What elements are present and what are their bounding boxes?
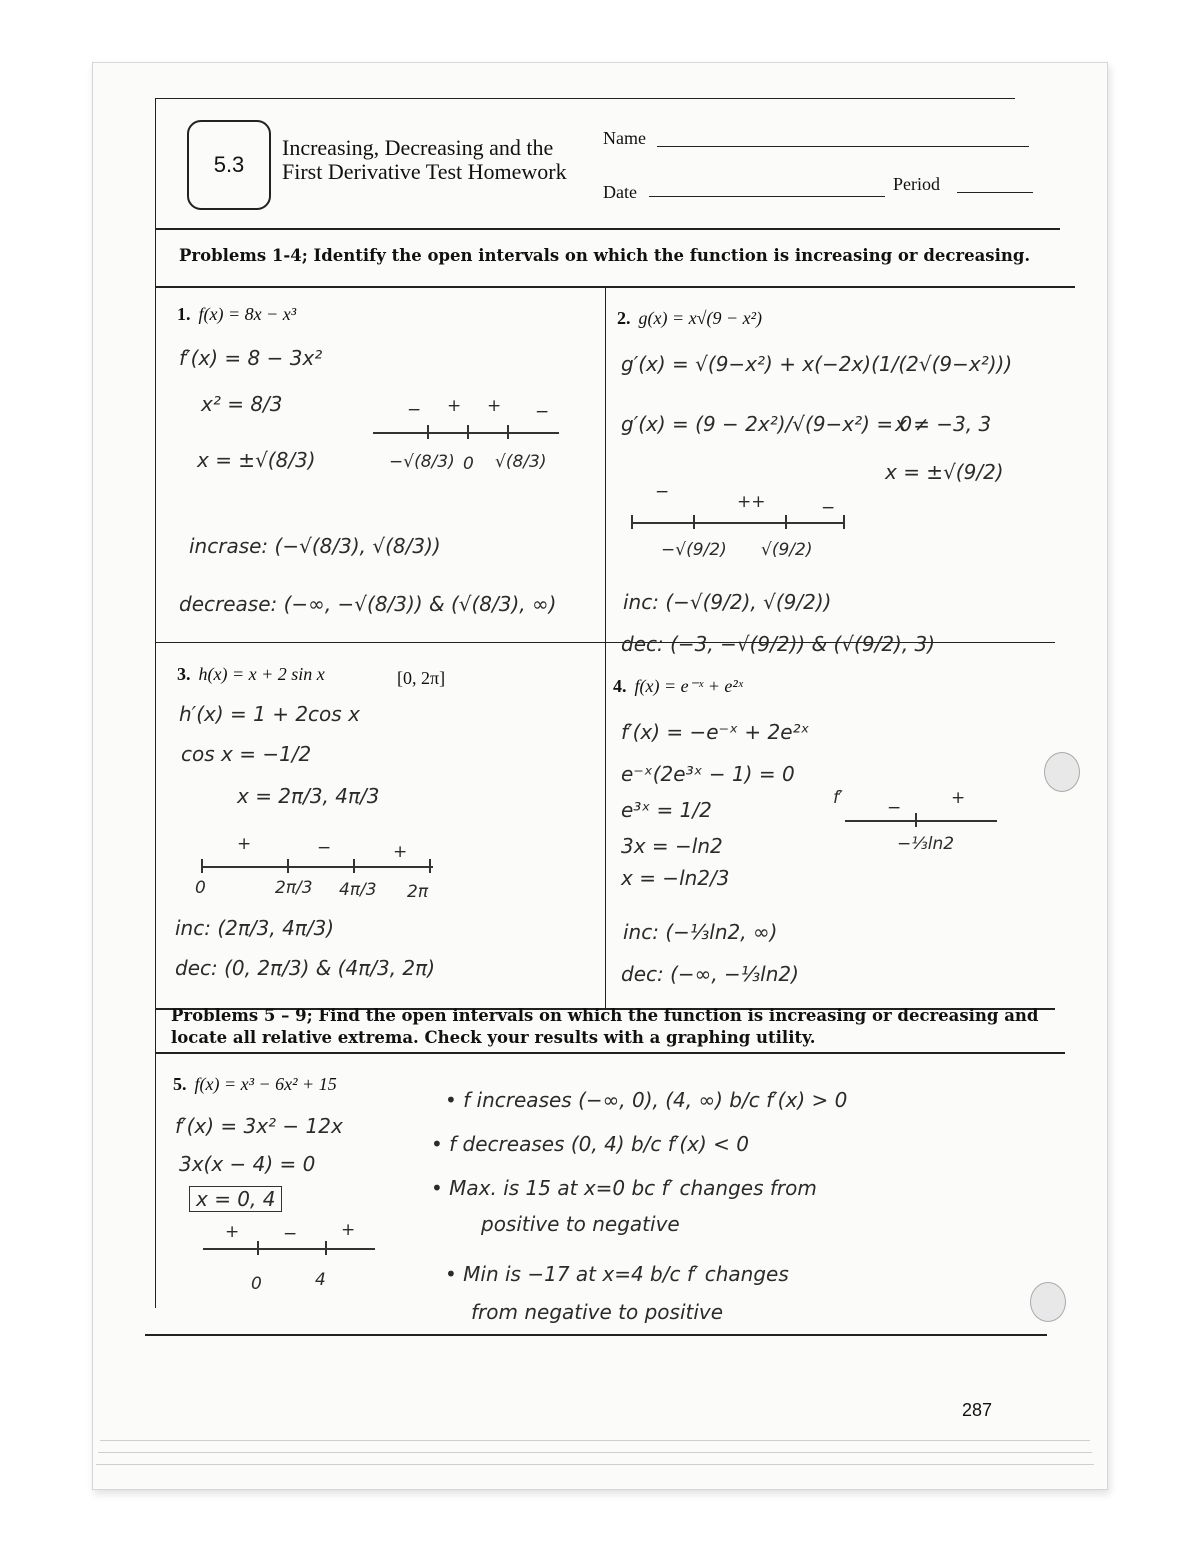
p2-sign-2: ++ (737, 492, 766, 512)
p2-work-critical: x = ±√(9/2) (885, 460, 1004, 484)
p1-mark-3: √(8/3) (495, 452, 547, 472)
problem-1-statement: 1. f(x) = 8x − x³ (177, 304, 297, 324)
p3-sign-1: + (237, 834, 252, 854)
p4-tick (915, 813, 917, 827)
instructions-problems-1-4: Problems 1-4; Identify the open intervals on which the function is increasing or decreasing. (179, 246, 1031, 265)
p2-tick (785, 515, 787, 529)
p2-tick (693, 515, 695, 529)
p5-work-critical: x = 0, 4 (189, 1186, 282, 1212)
p1-tick (507, 425, 509, 439)
p4-work-factor: e⁻ˣ(2e³ˣ − 1) = 0 (621, 762, 795, 786)
p3-sign-2: − (317, 838, 332, 858)
p3-mark-2: 2π/3 (275, 878, 313, 898)
date-label: Date (603, 182, 637, 202)
p4-work-exp: e³ˣ = 1/2 (621, 798, 712, 822)
page-edge (96, 1464, 1094, 1465)
worksheet-title (282, 136, 567, 184)
p1-sign-4: − (535, 402, 550, 422)
p5-note-max-cont: positive to negative (481, 1212, 680, 1236)
p1-number-line (373, 432, 559, 434)
problem-3-statement: 3. h(x) = x + 2 sin x (177, 664, 325, 684)
p3-tick (353, 859, 355, 873)
page-number: 287 (962, 1400, 993, 1420)
p5-tick (257, 1241, 259, 1255)
p5-mark-2: 4 (315, 1270, 326, 1290)
title-line-1: Increasing, Decreasing and the (282, 135, 554, 160)
p5-number-line (203, 1248, 375, 1250)
p5-note-min-cont: from negative to positive (471, 1300, 724, 1324)
p5-sign-1: + (225, 1222, 240, 1242)
p5-sign-3: + (341, 1220, 356, 1240)
p1-sign-2: + (447, 396, 462, 416)
p1-sign-3: + (487, 396, 502, 416)
p2-work-simplified: g′(x) = (9 − 2x²)/√(9−x²) = 0 (621, 412, 913, 436)
instructions-problems-5-9-line2: locate all relative extrema. Check your results with a graphing utility. (171, 1028, 816, 1047)
p2-sign-1: − (655, 482, 670, 502)
page-edge (98, 1452, 1092, 1453)
p5-note-decrease: • f decreases (0, 4) b/c f′(x) < 0 (431, 1132, 749, 1156)
section-divider-3 (155, 1052, 1065, 1054)
p5-sign-2: − (283, 1224, 298, 1244)
p1-sign-1: − (407, 400, 422, 420)
worksheet (145, 98, 1053, 1338)
p5-mark-1: 0 (251, 1274, 262, 1294)
p2-number-line (631, 522, 843, 524)
p1-work-x-squared: x² = 8/3 (201, 392, 283, 416)
p3-increase: inc: (2π/3, 4π/3) (175, 916, 335, 940)
p4-number-line (845, 820, 997, 822)
page-edge (100, 1440, 1090, 1441)
p3-tick (287, 859, 289, 873)
p2-tick (843, 515, 845, 529)
p3-number-line (201, 866, 433, 868)
grid-divider-vertical (605, 286, 606, 1010)
problem-3-interval: [0, 2π] (397, 668, 446, 688)
p4-increase: inc: (−⅓ln2, ∞) (623, 920, 778, 944)
p4-sign-2: + (951, 788, 966, 808)
date-field[interactable] (649, 196, 885, 197)
p1-mark-1: −√(8/3) (389, 452, 455, 472)
section-badge: 5.3 (187, 120, 271, 210)
p3-work-cos: cos x = −1/2 (181, 742, 312, 766)
p5-work-derivative: f′(x) = 3x² − 12x (175, 1114, 343, 1138)
problem-2-statement: 2. g(x) = x√(9 − x²) (617, 308, 763, 328)
name-field[interactable] (657, 146, 1029, 147)
p2-mark-2: √(9/2) (761, 540, 813, 560)
sheet-border-left (155, 98, 156, 1308)
p2-sign-3: − (821, 498, 836, 518)
p1-decrease: decrease: (−∞, −√(8/3)) & (√(8/3), ∞) (179, 592, 557, 616)
p2-mark-1: −√(9/2) (661, 540, 727, 560)
p5-tick (325, 1241, 327, 1255)
p3-mark-3: 4π/3 (339, 880, 377, 900)
p4-work-critical: x = −ln2/3 (621, 866, 730, 890)
p3-sign-3: + (393, 842, 408, 862)
p5-note-max: • Max. is 15 at x=0 bc f′ changes from (431, 1176, 817, 1200)
problem-4-statement: 4. f(x) = e⁻ˣ + e²ˣ (613, 676, 743, 696)
p4-mark-1: −⅓ln2 (897, 834, 955, 854)
title-line-2: First Derivative Test Homework (282, 159, 567, 184)
p4-work-derivative: f′(x) = −e⁻ˣ + 2e²ˣ (621, 720, 810, 744)
p3-tick (429, 859, 431, 873)
section-divider (155, 286, 1075, 288)
p1-increase: incrase: (−√(8/3), √(8/3)) (189, 534, 441, 558)
p3-work-derivative: h′(x) = 1 + 2cos x (179, 702, 360, 726)
p4-work-log: 3x = −ln2 (621, 834, 723, 858)
p4-decrease: dec: (−∞, −⅓ln2) (621, 962, 799, 986)
p3-tick (201, 859, 203, 873)
p3-decrease: dec: (0, 2π/3) & (4π/3, 2π) (175, 956, 435, 980)
header-border-top (155, 98, 1015, 99)
p4-sign-1: − (887, 798, 902, 818)
p5-work-factor: 3x(x − 4) = 0 (179, 1152, 316, 1176)
p2-tick (631, 515, 633, 529)
p1-tick (467, 425, 469, 439)
p1-mark-2: 0 (463, 454, 474, 474)
p5-note-min: • Min is −17 at x=4 b/c f′ changes (445, 1262, 789, 1286)
p3-mark-1: 0 (195, 878, 206, 898)
p2-decrease: dec: (−3, −√(9/2)) & (√(9/2), 3) (621, 632, 936, 656)
sheet-border-bottom (145, 1334, 1047, 1336)
p3-mark-4: 2π (407, 882, 429, 902)
p3-work-critical: x = 2π/3, 4π/3 (237, 784, 380, 808)
p2-work-derivative: g′(x) = √(9−x²) + x(−2x)(1/(2√(9−x²))) (621, 352, 1013, 376)
p1-work-derivative: f′(x) = 8 − 3x² (179, 346, 323, 370)
p5-note-increase: • f increases (−∞, 0), (4, ∞) b/c f′(x) > 0 (445, 1088, 848, 1112)
header-divider (155, 228, 1060, 230)
period-label: Period (893, 174, 940, 194)
problem-5-statement: 5. f(x) = x³ − 6x² + 15 (173, 1074, 337, 1094)
p2-work-domain: x ≠ −3, 3 (895, 412, 992, 436)
p1-work-critical: x = ±√(8/3) (197, 448, 316, 472)
instructions-problems-5-9-line1: Problems 5 – 9; Find the open intervals on which the function is increasing or decreasing and (171, 1006, 1039, 1025)
p2-increase: inc: (−√(9/2), √(9/2)) (623, 590, 832, 614)
p1-tick (427, 425, 429, 439)
name-label: Name (603, 128, 646, 148)
p4-sign-label: f′ (833, 788, 843, 808)
period-field[interactable] (957, 192, 1033, 193)
